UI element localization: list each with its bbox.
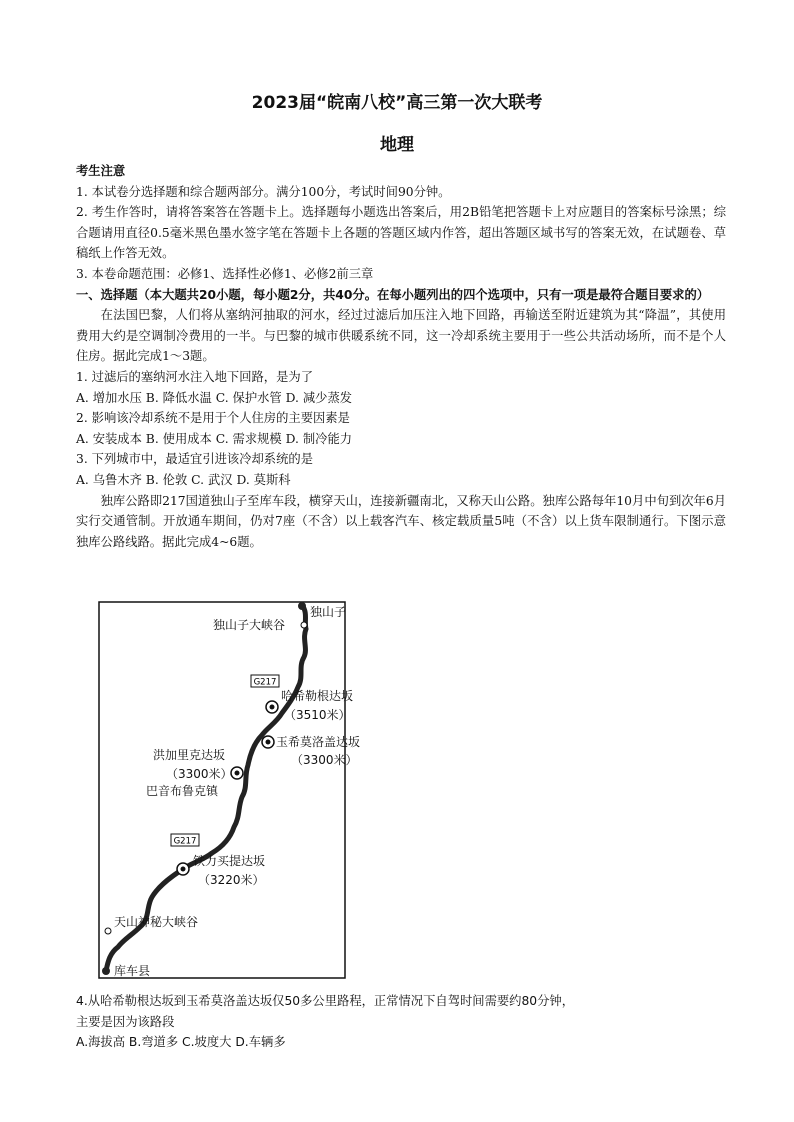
label-dushanzi: 独山子 bbox=[310, 605, 347, 619]
g217-label-bottom: G217 bbox=[173, 836, 197, 847]
label-kuche: 库车县 bbox=[114, 964, 151, 978]
label-bayinbuluke: 巴音布鲁克镇 bbox=[146, 784, 219, 798]
notice-item-3: 3. 本卷命题范围：必修1、选择性必修1、必修2前三章 bbox=[76, 266, 374, 281]
subject-title: 地理 bbox=[380, 135, 414, 155]
label-tianshan-canyon: 天山神秘大峡谷 bbox=[114, 915, 199, 929]
exam-title: 2023届“皖南八校”高三第一次大联考 bbox=[251, 93, 543, 113]
exam-body bbox=[76, 161, 726, 552]
section-heading: 一、选择题（本大题共20小题，每小题2分，共40分。在每小题列出的四个选项中，只有一项是最符合题目要求的） bbox=[76, 287, 710, 302]
question-4-options: A.海拔高 B.弯道多 C.坡度大 D.车辆多 bbox=[76, 1035, 286, 1050]
label-yuxi: 玉希莫洛盖达坂 bbox=[276, 735, 361, 749]
label-haxilegen-alt: （3510米） bbox=[284, 708, 351, 722]
question-3-stem: 3. 下列城市中，最适宜引进该冷却系统的是 bbox=[76, 452, 313, 467]
label-dushanzi-canyon: 独山子大峡谷 bbox=[213, 618, 286, 632]
pass-icon-haxilegen bbox=[266, 701, 278, 713]
question-4-stem-line-2: 主要是因为该路段 bbox=[76, 1014, 175, 1029]
question-1-options: A. 增加水压 B. 降低水温 C. 保护水管 D. 减少蒸发 bbox=[76, 390, 353, 405]
label-honggulike: 洪加里克达坂 bbox=[153, 748, 226, 762]
kuche-marker bbox=[102, 967, 110, 975]
passage-2: 独库公路即217国道独山子至库车段，横穿天山，连接新疆南北，又称天山公路。独库公路每年10月中旬到次年6月实行交通管制。开放通车期间，仍对7座（不含）以上载客汽车、核定载质量5吨（不含）以上货车限制通行。下图示意独库公路线路。据此完成4~6题。 bbox=[76, 493, 726, 549]
question-4-stem-line-1: 4.从哈希勒根达坂到玉希莫洛盖达坂仅50多公里路程，正常情况下自驾时间需要约80分钟， bbox=[76, 994, 575, 1008]
pass-icon-tielimaiti bbox=[177, 863, 189, 875]
label-tielimaiti-alt: （3220米） bbox=[198, 873, 265, 887]
canyon-marker bbox=[301, 622, 307, 628]
notice-item-1: 1. 本试卷分选择题和综合题两部分。满分100分，考试时间90分钟。 bbox=[76, 184, 451, 199]
label-honggulike-alt: （3300米） bbox=[166, 767, 233, 781]
duku-highway-map bbox=[98, 601, 361, 979]
label-haxilegen: 哈希勒根达坂 bbox=[281, 689, 354, 703]
question-4-block bbox=[76, 991, 726, 1053]
g217-label-top: G217 bbox=[253, 677, 277, 688]
notice-heading: 考生注意 bbox=[76, 164, 126, 178]
question-3-options: A. 乌鲁木齐 B. 伦敦 C. 武汉 D. 莫斯科 bbox=[76, 472, 291, 487]
label-tielimaiti: 铁力买提达坂 bbox=[193, 854, 266, 868]
notice-item-2: 2. 考生作答时，请将答案答在答题卡上。选择题每小题选出答案后，用2B铅笔把答题卡上对应题目的答案标号涂黑；综合题请用直径0.5毫米黑色墨水签字笔在答题卡上各题的答题区域内作答，超出答题区域书写的答案无效，在试题卷、草稿纸上作答无效。 bbox=[76, 205, 726, 261]
dushanzi-marker bbox=[298, 602, 306, 610]
question-2-stem: 2. 影响该冷却系统不是用于个人住房的主要因素是 bbox=[76, 411, 350, 426]
question-2-options: A. 安装成本 B. 使用成本 C. 需求规模 D. 制冷能力 bbox=[76, 431, 353, 446]
pass-icon-honggulike bbox=[231, 767, 243, 779]
tianshan-canyon-marker bbox=[105, 928, 111, 934]
question-1-stem: 1. 过滤后的塞纳河水注入地下回路，是为了 bbox=[76, 369, 313, 384]
label-yuxi-alt: （3300米） bbox=[291, 753, 358, 767]
pass-icon-yuxi bbox=[262, 736, 274, 748]
passage-1: 在法国巴黎，人们将从塞纳河抽取的河水，经过过滤后加压注入地下回路，再输送至附近建筑为其“降温”，其使用费用大约是空调制冷费用的一半。与巴黎的城市供暖系统不同，这一冷却系统主要用于一些公共活动场所，而不是个人住房。据此完成1～3题。 bbox=[76, 308, 726, 364]
